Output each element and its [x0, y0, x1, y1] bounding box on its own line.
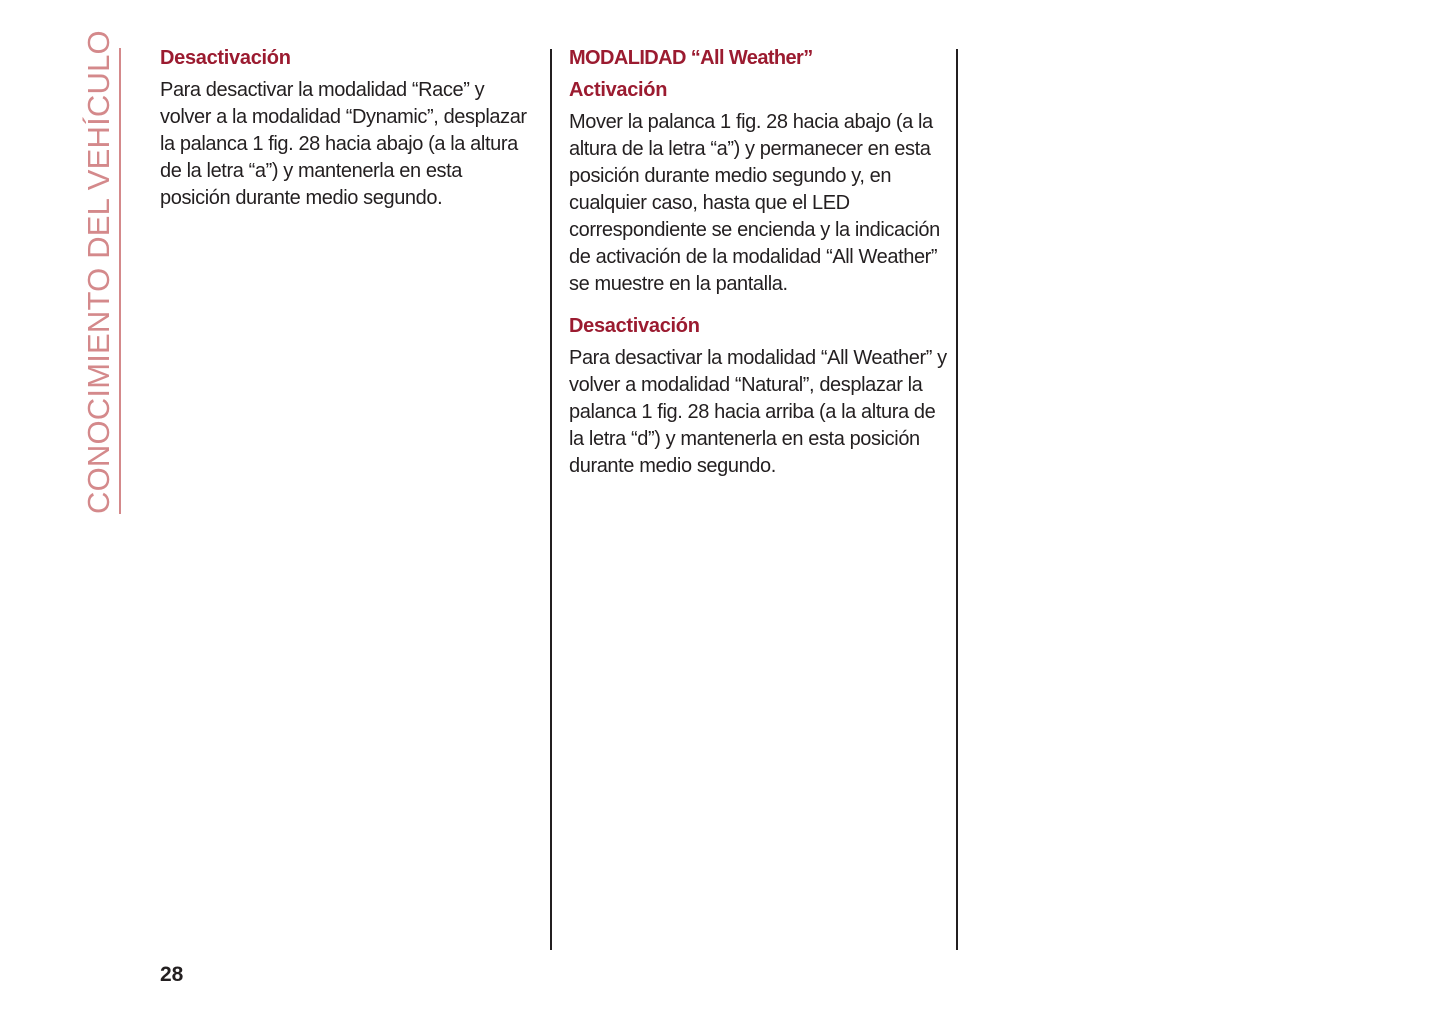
activation-text: Mover la palanca 1 fig. 28 hacia abajo (a la altura de la letra “a”) y permanecer en esta posición durante medio segundo y, en cualquier caso, hasta que el LED correspondiente se encienda y la indicación de activación de la modalidad “All Weather” se muestre en la pantalla.: [569, 111, 940, 295]
right-column: [569, 44, 949, 494]
column-divider-right: [956, 49, 958, 950]
page-number: 28: [160, 963, 184, 986]
chapter-side-title-text: CONOCIMIENTO DEL VEHÍCULO: [81, 48, 121, 514]
column-divider-left: [550, 49, 552, 950]
all-weather-section-heading: MODALIDAD “All Weather”: [569, 47, 813, 69]
chapter-side-title: [81, 30, 121, 514]
right-deactivation-heading: Desactivación: [569, 315, 700, 337]
left-deactivation-heading: Desactivación: [160, 47, 291, 69]
right-deactivation-text: Para desactivar la modalidad “All Weather” y volver a modalidad “Natural”, desplazar la palanca 1 fig. 28 hacia arriba (a la altura de la letra “d”) y mantenerla en esta posición durante medio segundo.: [569, 347, 947, 477]
left-deactivation-text: Para desactivar la modalidad “Race” y volver a la modalidad “Dynamic”, desplazar la palanca 1 fig. 28 hacia abajo (a la altura de la letra “a”) y mantenerla en esta posición durante medio segundo.: [160, 79, 527, 209]
activation-heading: Activación: [569, 79, 668, 101]
left-column: [160, 44, 535, 226]
